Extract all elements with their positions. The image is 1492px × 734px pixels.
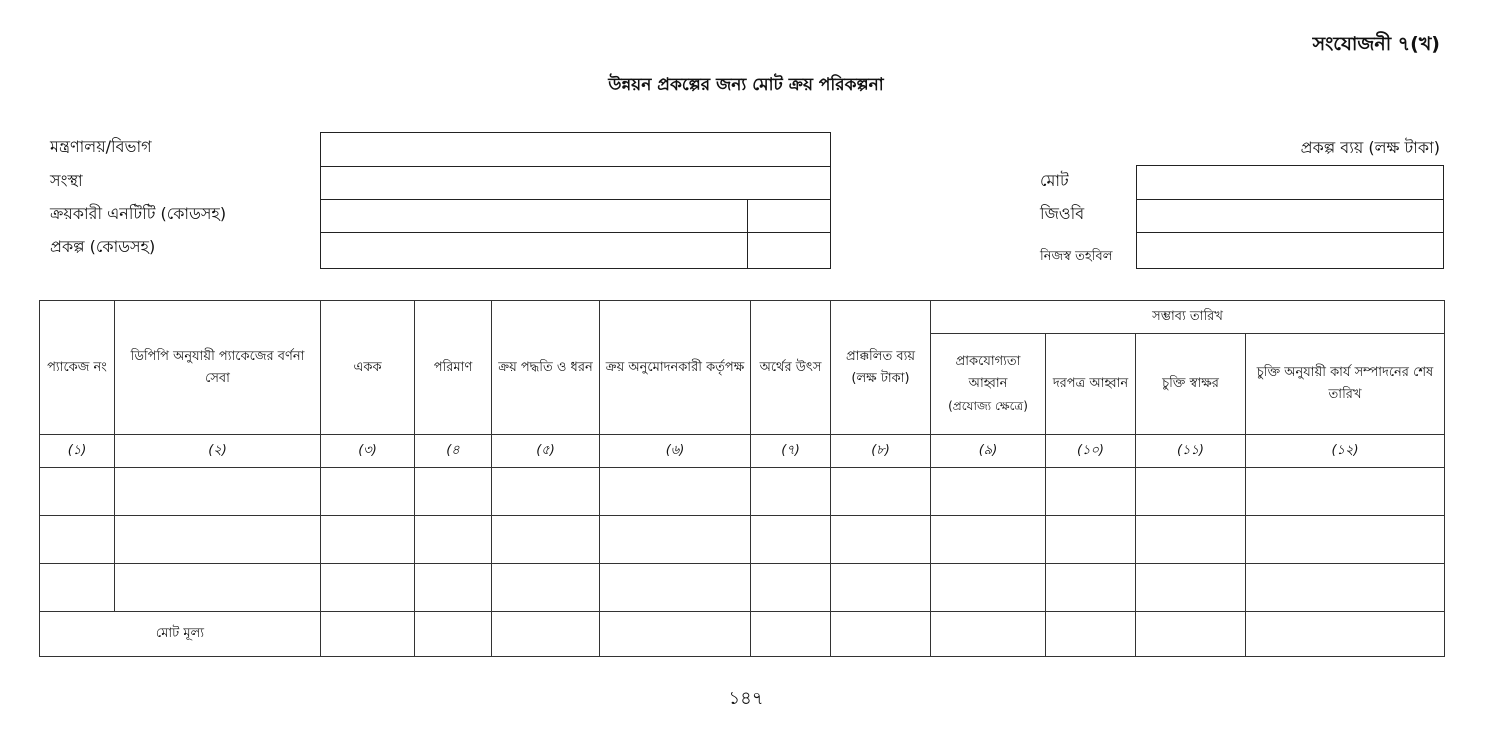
- project-cost-heading: প্রকল্প ব্যয় (লক্ষ টাকা): [1300, 138, 1440, 157]
- ministry-label: মন্ত্রণালয়/বিভাগ: [50, 137, 152, 156]
- table-cell[interactable]: [492, 612, 600, 657]
- header-probable-dates: সম্ভাব্য তারিখ: [931, 301, 1445, 334]
- table-cell[interactable]: [415, 564, 492, 612]
- table-cell[interactable]: [931, 468, 1046, 516]
- table-cell[interactable]: [1046, 468, 1136, 516]
- total-cost-label: মোট: [1040, 171, 1069, 190]
- table-cell[interactable]: [492, 516, 600, 564]
- column-number: (৪: [415, 435, 492, 468]
- agency-field[interactable]: [320, 166, 831, 200]
- column-number-row: [40, 435, 1445, 468]
- table-cell[interactable]: [321, 468, 415, 516]
- table-cell[interactable]: [1136, 564, 1246, 612]
- table-cell[interactable]: [321, 516, 415, 564]
- header-procurement-method: ক্রয় পদ্ধতি ও ধরন: [492, 301, 600, 435]
- table-cell[interactable]: [1136, 516, 1246, 564]
- table-cell[interactable]: [831, 612, 931, 657]
- total-value-label: মোট মূল্য: [40, 612, 321, 657]
- table-cell[interactable]: [751, 516, 831, 564]
- table-cell[interactable]: [600, 516, 751, 564]
- header-prequalification: [931, 334, 1046, 435]
- own-fund-field[interactable]: [1136, 232, 1444, 269]
- ministry-field[interactable]: [320, 132, 831, 167]
- table-cell[interactable]: [40, 516, 115, 564]
- header-fund-source: অর্থের উৎস: [751, 301, 831, 435]
- gob-label: জিওবি: [1040, 204, 1085, 223]
- table-cell[interactable]: [321, 612, 415, 657]
- project-field[interactable]: [320, 232, 748, 269]
- table-cell[interactable]: [321, 564, 415, 612]
- table-cell[interactable]: [931, 516, 1046, 564]
- project-label: প্রকল্প (কোডসহ): [50, 237, 156, 256]
- header-estimated-cost: প্রাক্কলিত ব্যয় (লক্ষ টাকা): [831, 301, 931, 435]
- procurement-plan-table: [39, 300, 1445, 657]
- table-cell[interactable]: [831, 468, 931, 516]
- table-cell[interactable]: [115, 516, 321, 564]
- table-cell[interactable]: [1246, 468, 1445, 516]
- column-number: (৬): [600, 435, 751, 468]
- prequal-line-3: (প্রযোজ্য ক্ষেত্রে): [948, 399, 1028, 413]
- table-cell[interactable]: [931, 564, 1046, 612]
- table-cell[interactable]: [600, 468, 751, 516]
- table-cell[interactable]: [115, 564, 321, 612]
- table-cell[interactable]: [492, 564, 600, 612]
- header-approving-authority: ক্রয় অনুমোদনকারী কর্তৃপক্ষ: [600, 301, 751, 435]
- procuring-entity-label: ক্রয়কারী এনটিটি (কোডসহ): [50, 204, 227, 223]
- header-unit: একক: [321, 301, 415, 435]
- table-cell[interactable]: [115, 468, 321, 516]
- table-cell[interactable]: [751, 564, 831, 612]
- column-number: (৮): [831, 435, 931, 468]
- header-quantity: পরিমাণ: [415, 301, 492, 435]
- table-cell[interactable]: [1246, 516, 1445, 564]
- table-cell[interactable]: [831, 564, 931, 612]
- table-cell[interactable]: [931, 612, 1046, 657]
- column-number: (১২): [1246, 435, 1445, 468]
- own-fund-label: নিজস্ব তহবিল: [1040, 249, 1113, 264]
- table-cell[interactable]: [1246, 564, 1445, 612]
- table-cell[interactable]: [751, 468, 831, 516]
- table-cell[interactable]: [415, 612, 492, 657]
- header-completion-date: চুক্তি অনুযায়ী কার্য সম্পাদনের শেষ তারিখ: [1246, 334, 1445, 435]
- prequal-line-1: প্রাকযোগ্যতা: [955, 354, 1021, 369]
- table-cell[interactable]: [1046, 612, 1136, 657]
- header-contract-signing: চুক্তি স্বাক্ষর: [1136, 334, 1246, 435]
- table-row: [40, 564, 1445, 612]
- table-cell[interactable]: [831, 516, 931, 564]
- column-number: (১০): [1046, 435, 1136, 468]
- header-tender-invitation: দরপত্র আহ্বান: [1046, 334, 1136, 435]
- prequal-line-2: আহ্বান: [968, 376, 1008, 391]
- table-row: [40, 516, 1445, 564]
- table-cell[interactable]: [751, 612, 831, 657]
- table-cell[interactable]: [415, 516, 492, 564]
- column-number: (৩): [321, 435, 415, 468]
- column-number: (১): [40, 435, 115, 468]
- table-cell[interactable]: [1046, 516, 1136, 564]
- appendix-label: সংযোজনী ৭(খ): [1312, 33, 1440, 55]
- table-cell[interactable]: [600, 564, 751, 612]
- header-package-no: প্যাকেজ নং: [40, 301, 115, 435]
- table-cell[interactable]: [492, 468, 600, 516]
- table-row: [40, 468, 1445, 516]
- procuring-entity-code-field[interactable]: [747, 199, 831, 233]
- table-cell[interactable]: [40, 564, 115, 612]
- total-row: [40, 612, 1445, 657]
- table-cell[interactable]: [1246, 612, 1445, 657]
- table-cell[interactable]: [1046, 564, 1136, 612]
- table-cell[interactable]: [600, 612, 751, 657]
- column-number: (২): [115, 435, 321, 468]
- procuring-entity-field[interactable]: [320, 199, 748, 233]
- agency-label: সংস্থা: [50, 171, 83, 190]
- header-package-description: ডিপিপি অনুযায়ী প্যাকেজের বর্ণনা সেবা: [115, 301, 321, 435]
- column-number: (৯): [931, 435, 1046, 468]
- column-number: (৭): [751, 435, 831, 468]
- page-number: ১৪৭: [728, 688, 764, 709]
- table-cell[interactable]: [1136, 468, 1246, 516]
- column-number: (৫): [492, 435, 600, 468]
- table-cell[interactable]: [1136, 612, 1246, 657]
- table-cell[interactable]: [415, 468, 492, 516]
- gob-field[interactable]: [1136, 199, 1444, 233]
- table-cell[interactable]: [40, 468, 115, 516]
- total-cost-field[interactable]: [1136, 165, 1444, 200]
- page-title: উন্নয়ন প্রকল্পের জন্য মোট ক্রয় পরিকল্পনা: [608, 75, 884, 95]
- project-code-field[interactable]: [747, 232, 831, 269]
- column-number: (১১): [1136, 435, 1246, 468]
